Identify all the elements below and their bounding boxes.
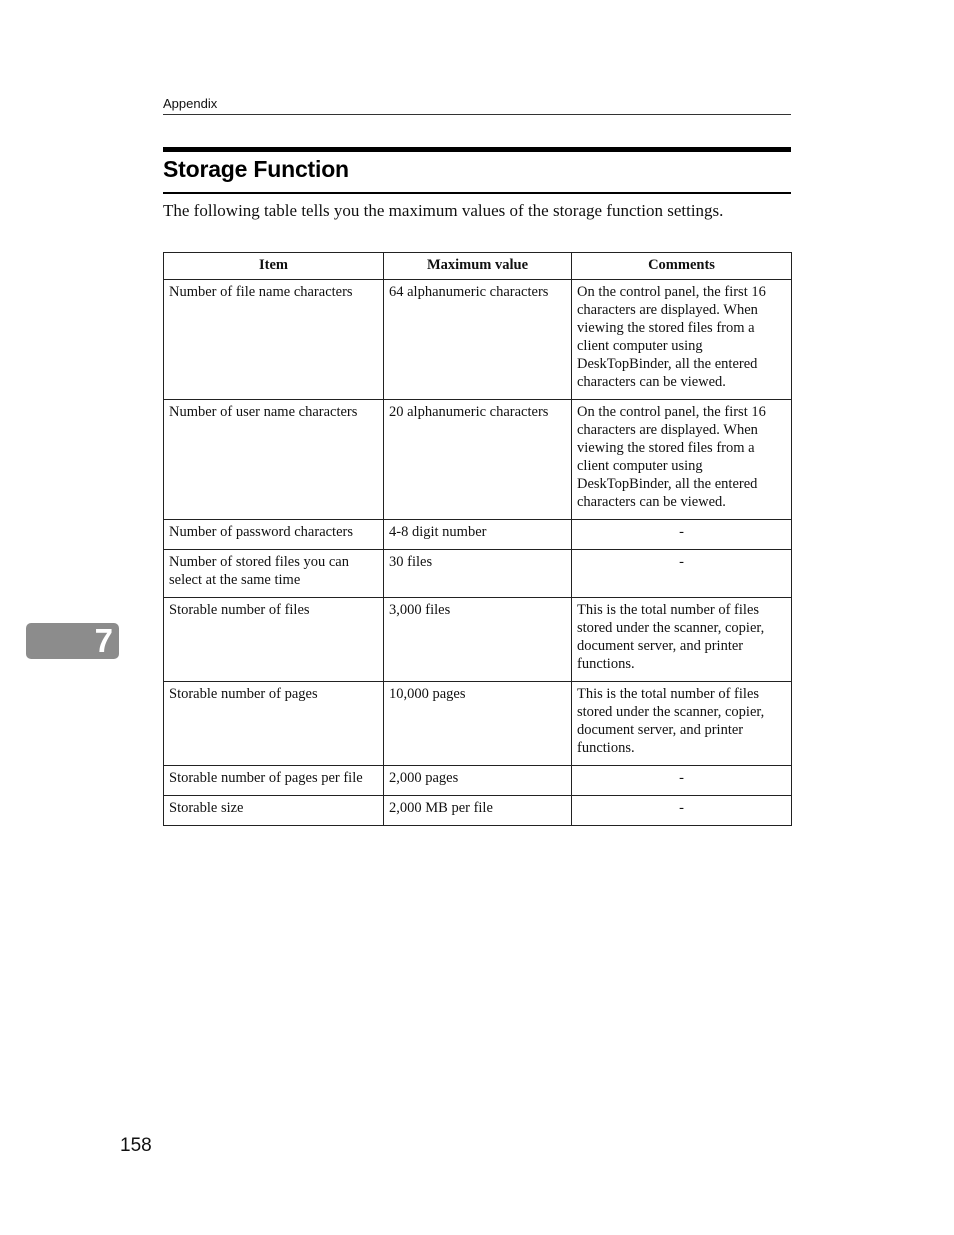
comments-cell: On the control panel, the first 16 characters are displayed. When viewing the stored files from a client computer using DeskTopBinder, all the entered characters can be viewed.: [572, 400, 792, 520]
running-head: Appendix: [163, 96, 791, 115]
header-item: Item: [164, 253, 384, 280]
maximum-value-cell: 20 alphanumeric characters: [384, 400, 572, 520]
item-cell: Storable number of pages: [164, 682, 384, 766]
comments-cell: -: [572, 520, 792, 550]
storage-function-table: [163, 252, 792, 826]
table-row: [164, 766, 792, 796]
section-title: Storage Function: [163, 156, 349, 182]
maximum-value-cell: 10,000 pages: [384, 682, 572, 766]
item-cell: Number of password characters: [164, 520, 384, 550]
maximum-value-cell: 64 alphanumeric characters: [384, 280, 572, 400]
comments-cell: This is the total number of files stored under the scanner, copier, document server, and printer functions.: [572, 598, 792, 682]
table-row: [164, 520, 792, 550]
maximum-value-cell: 2,000 pages: [384, 766, 572, 796]
maximum-value-cell: 4-8 digit number: [384, 520, 572, 550]
maximum-value-cell: 3,000 files: [384, 598, 572, 682]
title-top-rule: [163, 147, 791, 152]
header-maximum-value: Maximum value: [384, 253, 572, 280]
table-row: [164, 280, 792, 400]
maximum-value-cell: 2,000 MB per file: [384, 796, 572, 826]
header-comments: Comments: [572, 253, 792, 280]
chapter-tab: [26, 623, 119, 659]
table-row: [164, 550, 792, 598]
comments-cell: -: [572, 766, 792, 796]
table-row: [164, 400, 792, 520]
comments-cell: This is the total number of files stored under the scanner, copier, document server, and printer functions.: [572, 682, 792, 766]
item-cell: Storable number of files: [164, 598, 384, 682]
item-cell: Number of file name characters: [164, 280, 384, 400]
table-row: [164, 796, 792, 826]
table-row: [164, 682, 792, 766]
table-header-row: [164, 253, 792, 280]
table-row: [164, 598, 792, 682]
item-cell: Number of stored files you can select at the same time: [164, 550, 384, 598]
chapter-number: 7: [94, 622, 113, 659]
comments-cell: -: [572, 550, 792, 598]
comments-cell: -: [572, 796, 792, 826]
item-cell: Storable size: [164, 796, 384, 826]
comments-cell: On the control panel, the first 16 characters are displayed. When viewing the stored files from a client computer using DeskTopBinder, all the entered characters can be viewed.: [572, 280, 792, 400]
maximum-value-cell: 30 files: [384, 550, 572, 598]
title-bottom-rule: [163, 192, 791, 194]
item-cell: Number of user name characters: [164, 400, 384, 520]
item-cell: Storable number of pages per file: [164, 766, 384, 796]
page-number: 158: [120, 1135, 152, 1156]
intro-paragraph: The following table tells you the maximum values of the storage function settings.: [163, 201, 724, 220]
